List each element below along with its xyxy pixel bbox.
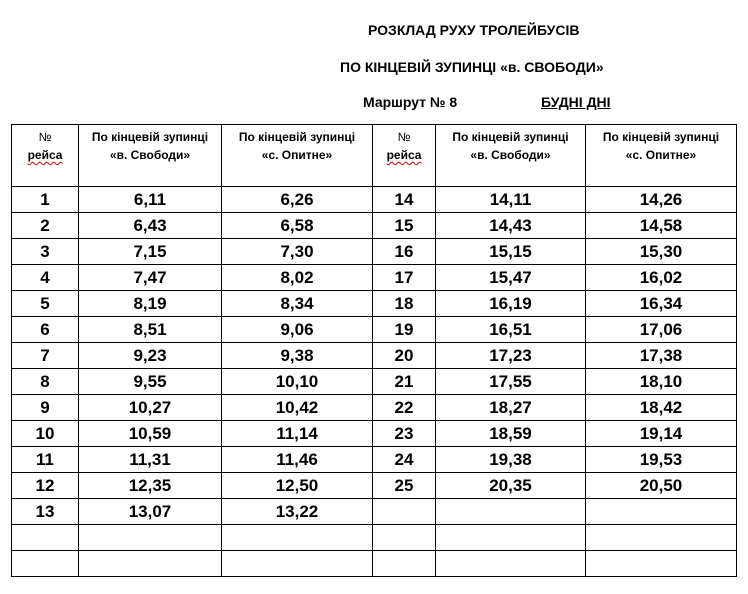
- terminal-stop-title: ПО КІНЦЕВІЙ ЗУПИНЦІ «в. СВОБОДИ»: [340, 59, 604, 75]
- svobody-time-cell: 11,31: [79, 447, 222, 473]
- svobody-time-cell: 8,19: [79, 291, 222, 317]
- trip-number-cell: 16: [373, 239, 436, 265]
- opytne-time-cell: 6,26: [222, 187, 373, 213]
- opytne-time-cell: 10,10: [222, 369, 373, 395]
- table-row: [12, 265, 737, 291]
- trip-number-cell: 13: [12, 499, 79, 525]
- opytne-time-cell: 16,02: [586, 265, 737, 291]
- svobody-time-cell: 6,11: [79, 187, 222, 213]
- trip-number-cell: 11: [12, 447, 79, 473]
- svobody-time-cell: 20,35: [436, 473, 586, 499]
- opytne-time-cell: 17,38: [586, 343, 737, 369]
- trip-number-cell: 9: [12, 395, 79, 421]
- opytne-time-cell: 11,14: [222, 421, 373, 447]
- table-row: [12, 421, 737, 447]
- svobody-time-cell: [79, 551, 222, 577]
- svobody-time-cell: 18,27: [436, 395, 586, 421]
- opytne-time-cell: 12,50: [222, 473, 373, 499]
- trip-number-cell: 21: [373, 369, 436, 395]
- opytne-time-cell: 20,50: [586, 473, 737, 499]
- trip-number-cell: 4: [12, 265, 79, 291]
- opytne-time-cell: 14,58: [586, 213, 737, 239]
- svobody-time-cell: 12,35: [79, 473, 222, 499]
- svobody-time-cell: 16,19: [436, 291, 586, 317]
- svobody-time-cell: 14,43: [436, 213, 586, 239]
- trip-number-cell: 18: [373, 291, 436, 317]
- opytne-time-cell: 16,34: [586, 291, 737, 317]
- trip-number-cell: 2: [12, 213, 79, 239]
- trip-number-cell: [12, 525, 79, 551]
- table-row: [12, 473, 737, 499]
- opytne-time-cell: [222, 551, 373, 577]
- route-number: Маршрут № 8: [363, 94, 458, 110]
- header-opytne-right: По кінцевій зупинці «с. Опитне»: [586, 125, 737, 187]
- svobody-time-cell: 15,15: [436, 239, 586, 265]
- svobody-time-cell: [436, 551, 586, 577]
- trip-number-cell: 23: [373, 421, 436, 447]
- opytne-time-cell: [222, 525, 373, 551]
- svobody-time-cell: 9,55: [79, 369, 222, 395]
- opytne-time-cell: 18,42: [586, 395, 737, 421]
- svobody-time-cell: 13,07: [79, 499, 222, 525]
- header-svobody-right: По кінцевій зупинці «в. Свободи»: [436, 125, 586, 187]
- header-svobody-left: По кінцевій зупинці «в. Свободи»: [79, 125, 222, 187]
- day-type: БУДНІ ДНІ: [541, 94, 611, 110]
- schedule-table: [11, 124, 737, 577]
- opytne-time-cell: 8,02: [222, 265, 373, 291]
- table-row: [12, 187, 737, 213]
- trip-number-cell: 6: [12, 317, 79, 343]
- trip-number-cell: 7: [12, 343, 79, 369]
- trip-number-cell: 10: [12, 421, 79, 447]
- opytne-time-cell: 19,53: [586, 447, 737, 473]
- svobody-time-cell: [79, 525, 222, 551]
- trip-number-cell: [373, 551, 436, 577]
- opytne-time-cell: [586, 551, 737, 577]
- trip-number-cell: [12, 551, 79, 577]
- table-row: [12, 239, 737, 265]
- table-row: [12, 369, 737, 395]
- svobody-time-cell: 17,23: [436, 343, 586, 369]
- trip-number-cell: 17: [373, 265, 436, 291]
- table-row: [12, 499, 737, 525]
- opytne-time-cell: 19,14: [586, 421, 737, 447]
- svobody-time-cell: 19,38: [436, 447, 586, 473]
- table-row: [12, 291, 737, 317]
- opytne-time-cell: 11,46: [222, 447, 373, 473]
- trip-number-cell: 3: [12, 239, 79, 265]
- header-row: [12, 125, 737, 187]
- opytne-time-cell: 15,30: [586, 239, 737, 265]
- table-row: [12, 551, 737, 577]
- opytne-time-cell: 9,38: [222, 343, 373, 369]
- svobody-time-cell: 10,59: [79, 421, 222, 447]
- trip-number-cell: 24: [373, 447, 436, 473]
- svobody-time-cell: 9,23: [79, 343, 222, 369]
- svobody-time-cell: 7,47: [79, 265, 222, 291]
- table-row: [12, 343, 737, 369]
- svobody-time-cell: [436, 499, 586, 525]
- trip-number-cell: 14: [373, 187, 436, 213]
- svobody-time-cell: 18,59: [436, 421, 586, 447]
- trip-number-cell: 15: [373, 213, 436, 239]
- trip-number-cell: [373, 525, 436, 551]
- svobody-time-cell: 10,27: [79, 395, 222, 421]
- trip-number-cell: 25: [373, 473, 436, 499]
- opytne-time-cell: 7,30: [222, 239, 373, 265]
- table-row: [12, 317, 737, 343]
- opytne-time-cell: [586, 525, 737, 551]
- opytne-time-cell: 13,22: [222, 499, 373, 525]
- trip-number-cell: [373, 499, 436, 525]
- opytne-time-cell: 8,34: [222, 291, 373, 317]
- header-trip-number-left: № рейса: [12, 125, 79, 187]
- svobody-time-cell: 7,15: [79, 239, 222, 265]
- header-trip-number-right: № рейса: [373, 125, 436, 187]
- trip-number-cell: 1: [12, 187, 79, 213]
- trip-number-cell: 22: [373, 395, 436, 421]
- opytne-time-cell: 10,42: [222, 395, 373, 421]
- svobody-time-cell: 17,55: [436, 369, 586, 395]
- opytne-time-cell: 17,06: [586, 317, 737, 343]
- svobody-time-cell: 8,51: [79, 317, 222, 343]
- schedule-title: РОЗКЛАД РУХУ ТРОЛЕЙБУСІВ: [368, 22, 580, 38]
- opytne-time-cell: 14,26: [586, 187, 737, 213]
- table-row: [12, 447, 737, 473]
- svobody-time-cell: [436, 525, 586, 551]
- trip-number-cell: 5: [12, 291, 79, 317]
- trip-number-cell: 19: [373, 317, 436, 343]
- table-row: [12, 395, 737, 421]
- trip-number-cell: 12: [12, 473, 79, 499]
- opytne-time-cell: 9,06: [222, 317, 373, 343]
- svobody-time-cell: 14,11: [436, 187, 586, 213]
- header-opytne-left: По кінцевій зупинці «с. Опитне»: [222, 125, 373, 187]
- opytne-time-cell: [586, 499, 737, 525]
- table-row: [12, 525, 737, 551]
- svobody-time-cell: 6,43: [79, 213, 222, 239]
- opytne-time-cell: 6,58: [222, 213, 373, 239]
- trip-number-cell: 20: [373, 343, 436, 369]
- trip-number-cell: 8: [12, 369, 79, 395]
- svobody-time-cell: 16,51: [436, 317, 586, 343]
- opytne-time-cell: 18,10: [586, 369, 737, 395]
- table-row: [12, 213, 737, 239]
- svobody-time-cell: 15,47: [436, 265, 586, 291]
